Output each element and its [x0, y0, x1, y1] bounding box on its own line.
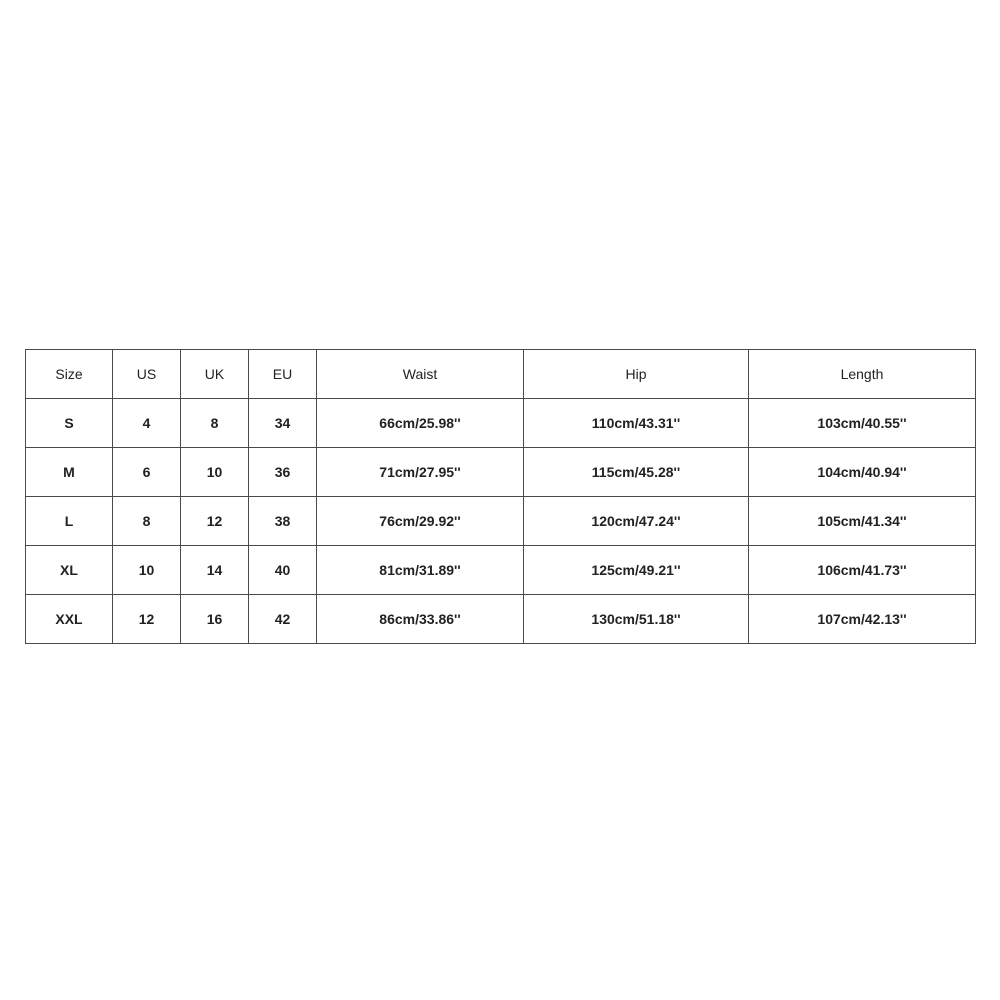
table-row	[26, 546, 976, 595]
size-chart-table	[25, 349, 976, 644]
cell-us: 10	[113, 546, 181, 595]
cell-us: 6	[113, 448, 181, 497]
header-cell-size: Size	[26, 350, 113, 399]
cell-waist: 81cm/31.89''	[317, 546, 524, 595]
table-row	[26, 595, 976, 644]
header-cell-length: Length	[749, 350, 976, 399]
cell-size: XXL	[26, 595, 113, 644]
cell-hip: 125cm/49.21''	[524, 546, 749, 595]
header-cell-us: US	[113, 350, 181, 399]
table-row	[26, 399, 976, 448]
cell-waist: 71cm/27.95''	[317, 448, 524, 497]
cell-size: M	[26, 448, 113, 497]
cell-hip: 115cm/45.28''	[524, 448, 749, 497]
cell-waist: 76cm/29.92''	[317, 497, 524, 546]
cell-uk: 14	[181, 546, 249, 595]
cell-length: 103cm/40.55''	[749, 399, 976, 448]
cell-eu: 40	[249, 546, 317, 595]
header-cell-waist: Waist	[317, 350, 524, 399]
cell-waist: 86cm/33.86''	[317, 595, 524, 644]
header-cell-eu: EU	[249, 350, 317, 399]
cell-length: 106cm/41.73''	[749, 546, 976, 595]
cell-size: L	[26, 497, 113, 546]
cell-hip: 130cm/51.18''	[524, 595, 749, 644]
header-cell-hip: Hip	[524, 350, 749, 399]
cell-hip: 120cm/47.24''	[524, 497, 749, 546]
cell-us: 12	[113, 595, 181, 644]
table-row	[26, 497, 976, 546]
cell-uk: 8	[181, 399, 249, 448]
cell-us: 8	[113, 497, 181, 546]
cell-size: S	[26, 399, 113, 448]
cell-eu: 34	[249, 399, 317, 448]
cell-length: 104cm/40.94''	[749, 448, 976, 497]
cell-eu: 38	[249, 497, 317, 546]
table-header-row	[26, 350, 976, 399]
table-row	[26, 448, 976, 497]
cell-length: 107cm/42.13''	[749, 595, 976, 644]
cell-eu: 36	[249, 448, 317, 497]
cell-uk: 16	[181, 595, 249, 644]
cell-us: 4	[113, 399, 181, 448]
cell-size: XL	[26, 546, 113, 595]
cell-uk: 10	[181, 448, 249, 497]
cell-waist: 66cm/25.98''	[317, 399, 524, 448]
cell-eu: 42	[249, 595, 317, 644]
header-cell-uk: UK	[181, 350, 249, 399]
cell-hip: 110cm/43.31''	[524, 399, 749, 448]
cell-uk: 12	[181, 497, 249, 546]
cell-length: 105cm/41.34''	[749, 497, 976, 546]
